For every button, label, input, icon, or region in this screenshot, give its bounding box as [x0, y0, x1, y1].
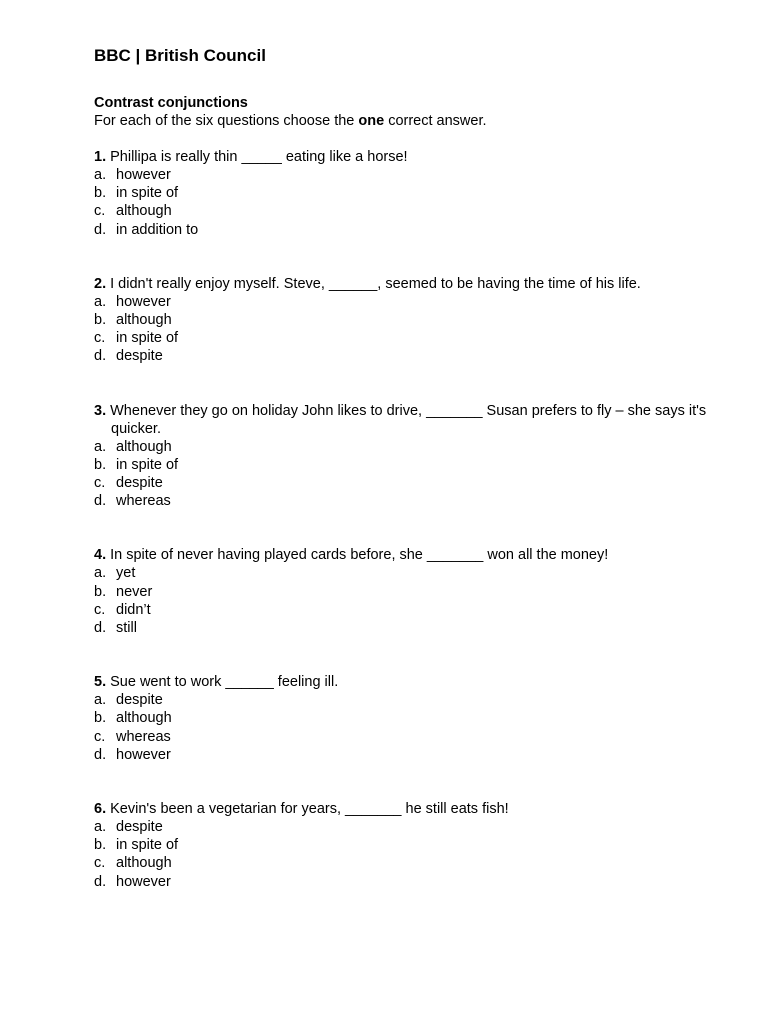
answer-option[interactable]: [94, 293, 714, 311]
option-text: in spite of: [116, 330, 179, 347]
question-number: 1.: [94, 149, 107, 165]
option-text: still: [116, 620, 137, 637]
answer-option[interactable]: [94, 691, 714, 709]
question-prompt: [94, 800, 714, 818]
question-3: [94, 402, 714, 511]
option-text: however: [116, 873, 171, 890]
option-letter: a.: [94, 438, 107, 455]
question-5: [94, 673, 714, 764]
answer-option[interactable]: [94, 746, 714, 764]
question-4: [94, 546, 714, 637]
question-number: 2.: [94, 275, 107, 292]
question-prompt: [94, 275, 714, 293]
option-letter: c.: [94, 203, 106, 220]
option-text: although: [116, 710, 172, 727]
answer-option[interactable]: [94, 854, 714, 872]
option-text: in spite of: [116, 837, 179, 854]
option-letter: b.: [94, 185, 107, 202]
answer-option[interactable]: [94, 873, 714, 891]
option-text: in addition to: [116, 221, 199, 238]
question-text: I didn't really enjoy myself. Steve, ______, seemed to be having the time of his life.: [110, 275, 641, 292]
instructions: [94, 112, 714, 130]
option-text: despite: [116, 348, 163, 365]
question-prompt: [94, 546, 714, 564]
question-number: 4.: [94, 547, 107, 564]
question-text: Phillipa is really thin _____ eating like a horse!: [110, 149, 408, 165]
option-letter: d.: [94, 873, 107, 890]
option-letter: c.: [94, 601, 106, 618]
answer-option[interactable]: [94, 311, 714, 329]
worksheet-page: [94, 46, 714, 891]
option-text: in spite of: [116, 456, 179, 473]
answer-option[interactable]: [94, 221, 714, 239]
option-letter: a.: [94, 819, 107, 836]
option-text: yet: [116, 565, 136, 582]
option-letter: c.: [94, 475, 106, 492]
option-text: although: [116, 438, 172, 455]
option-letter: c.: [94, 855, 106, 872]
instructions-text-end: correct answer.: [384, 113, 487, 129]
option-text: although: [116, 855, 172, 872]
question-prompt: [94, 402, 714, 438]
option-letter: a.: [94, 692, 107, 709]
answer-option[interactable]: [94, 709, 714, 727]
option-text: in spite of: [116, 185, 179, 202]
option-text: however: [116, 293, 171, 310]
worksheet-title: Contrast conjunctions: [94, 95, 248, 111]
option-letter: c.: [94, 330, 106, 347]
question-2: [94, 275, 714, 366]
answer-option[interactable]: [94, 818, 714, 836]
option-text: whereas: [116, 493, 171, 510]
option-text: although: [116, 312, 172, 329]
option-letter: b.: [94, 710, 107, 727]
question-1: [94, 148, 714, 239]
answer-option[interactable]: [94, 836, 714, 854]
answer-option[interactable]: [94, 438, 714, 456]
answer-option[interactable]: [94, 564, 714, 582]
answer-option[interactable]: [94, 184, 714, 202]
brand-header: BBC | British Council: [94, 46, 266, 65]
question-prompt: [94, 673, 714, 691]
option-letter: c.: [94, 728, 106, 745]
answer-option[interactable]: [94, 329, 714, 347]
answer-option[interactable]: [94, 202, 714, 220]
option-text: although: [116, 203, 172, 220]
answer-option[interactable]: [94, 728, 714, 746]
question-number: 5.: [94, 674, 107, 691]
option-letter: d.: [94, 620, 107, 637]
question-prompt: [94, 148, 714, 166]
question-number: 3.: [94, 402, 107, 419]
instructions-emphasis: one: [358, 113, 385, 129]
question-list: [94, 148, 714, 891]
answer-option[interactable]: [94, 166, 714, 184]
option-text: whereas: [116, 728, 171, 745]
option-text: however: [116, 167, 171, 183]
option-letter: b.: [94, 583, 107, 600]
option-letter: d.: [94, 746, 107, 763]
option-letter: b.: [94, 456, 107, 473]
instructions-text: For each of the six questions choose the: [94, 113, 359, 129]
option-text: despite: [116, 819, 163, 836]
answer-option[interactable]: [94, 347, 714, 365]
option-text: despite: [116, 475, 163, 492]
answer-option[interactable]: [94, 583, 714, 601]
option-letter: a.: [94, 167, 107, 183]
answer-option[interactable]: [94, 456, 714, 474]
option-text: despite: [116, 692, 163, 709]
question-text: Kevin's been a vegetarian for years, _______ he still eats fish!: [110, 801, 509, 818]
question-text: Whenever they go on holiday John likes to drive, _______ Susan prefers to fly – she says it's quicker.: [110, 402, 707, 437]
option-letter: b.: [94, 837, 107, 854]
answer-option[interactable]: [94, 474, 714, 492]
option-text: however: [116, 746, 171, 763]
option-letter: d.: [94, 221, 107, 238]
question-text: In spite of never having played cards before, she _______ won all the money!: [110, 547, 609, 564]
question-text: Sue went to work ______ feeling ill.: [110, 674, 339, 691]
option-letter: d.: [94, 493, 107, 510]
option-text: didn’t: [116, 601, 151, 618]
option-letter: d.: [94, 348, 107, 365]
question-number: 6.: [94, 801, 107, 818]
question-6: [94, 800, 714, 891]
answer-option[interactable]: [94, 601, 714, 619]
option-letter: a.: [94, 293, 107, 310]
option-text: never: [116, 583, 153, 600]
option-letter: a.: [94, 565, 107, 582]
option-letter: b.: [94, 312, 107, 329]
answer-option[interactable]: [94, 619, 714, 637]
answer-option[interactable]: [94, 492, 714, 510]
